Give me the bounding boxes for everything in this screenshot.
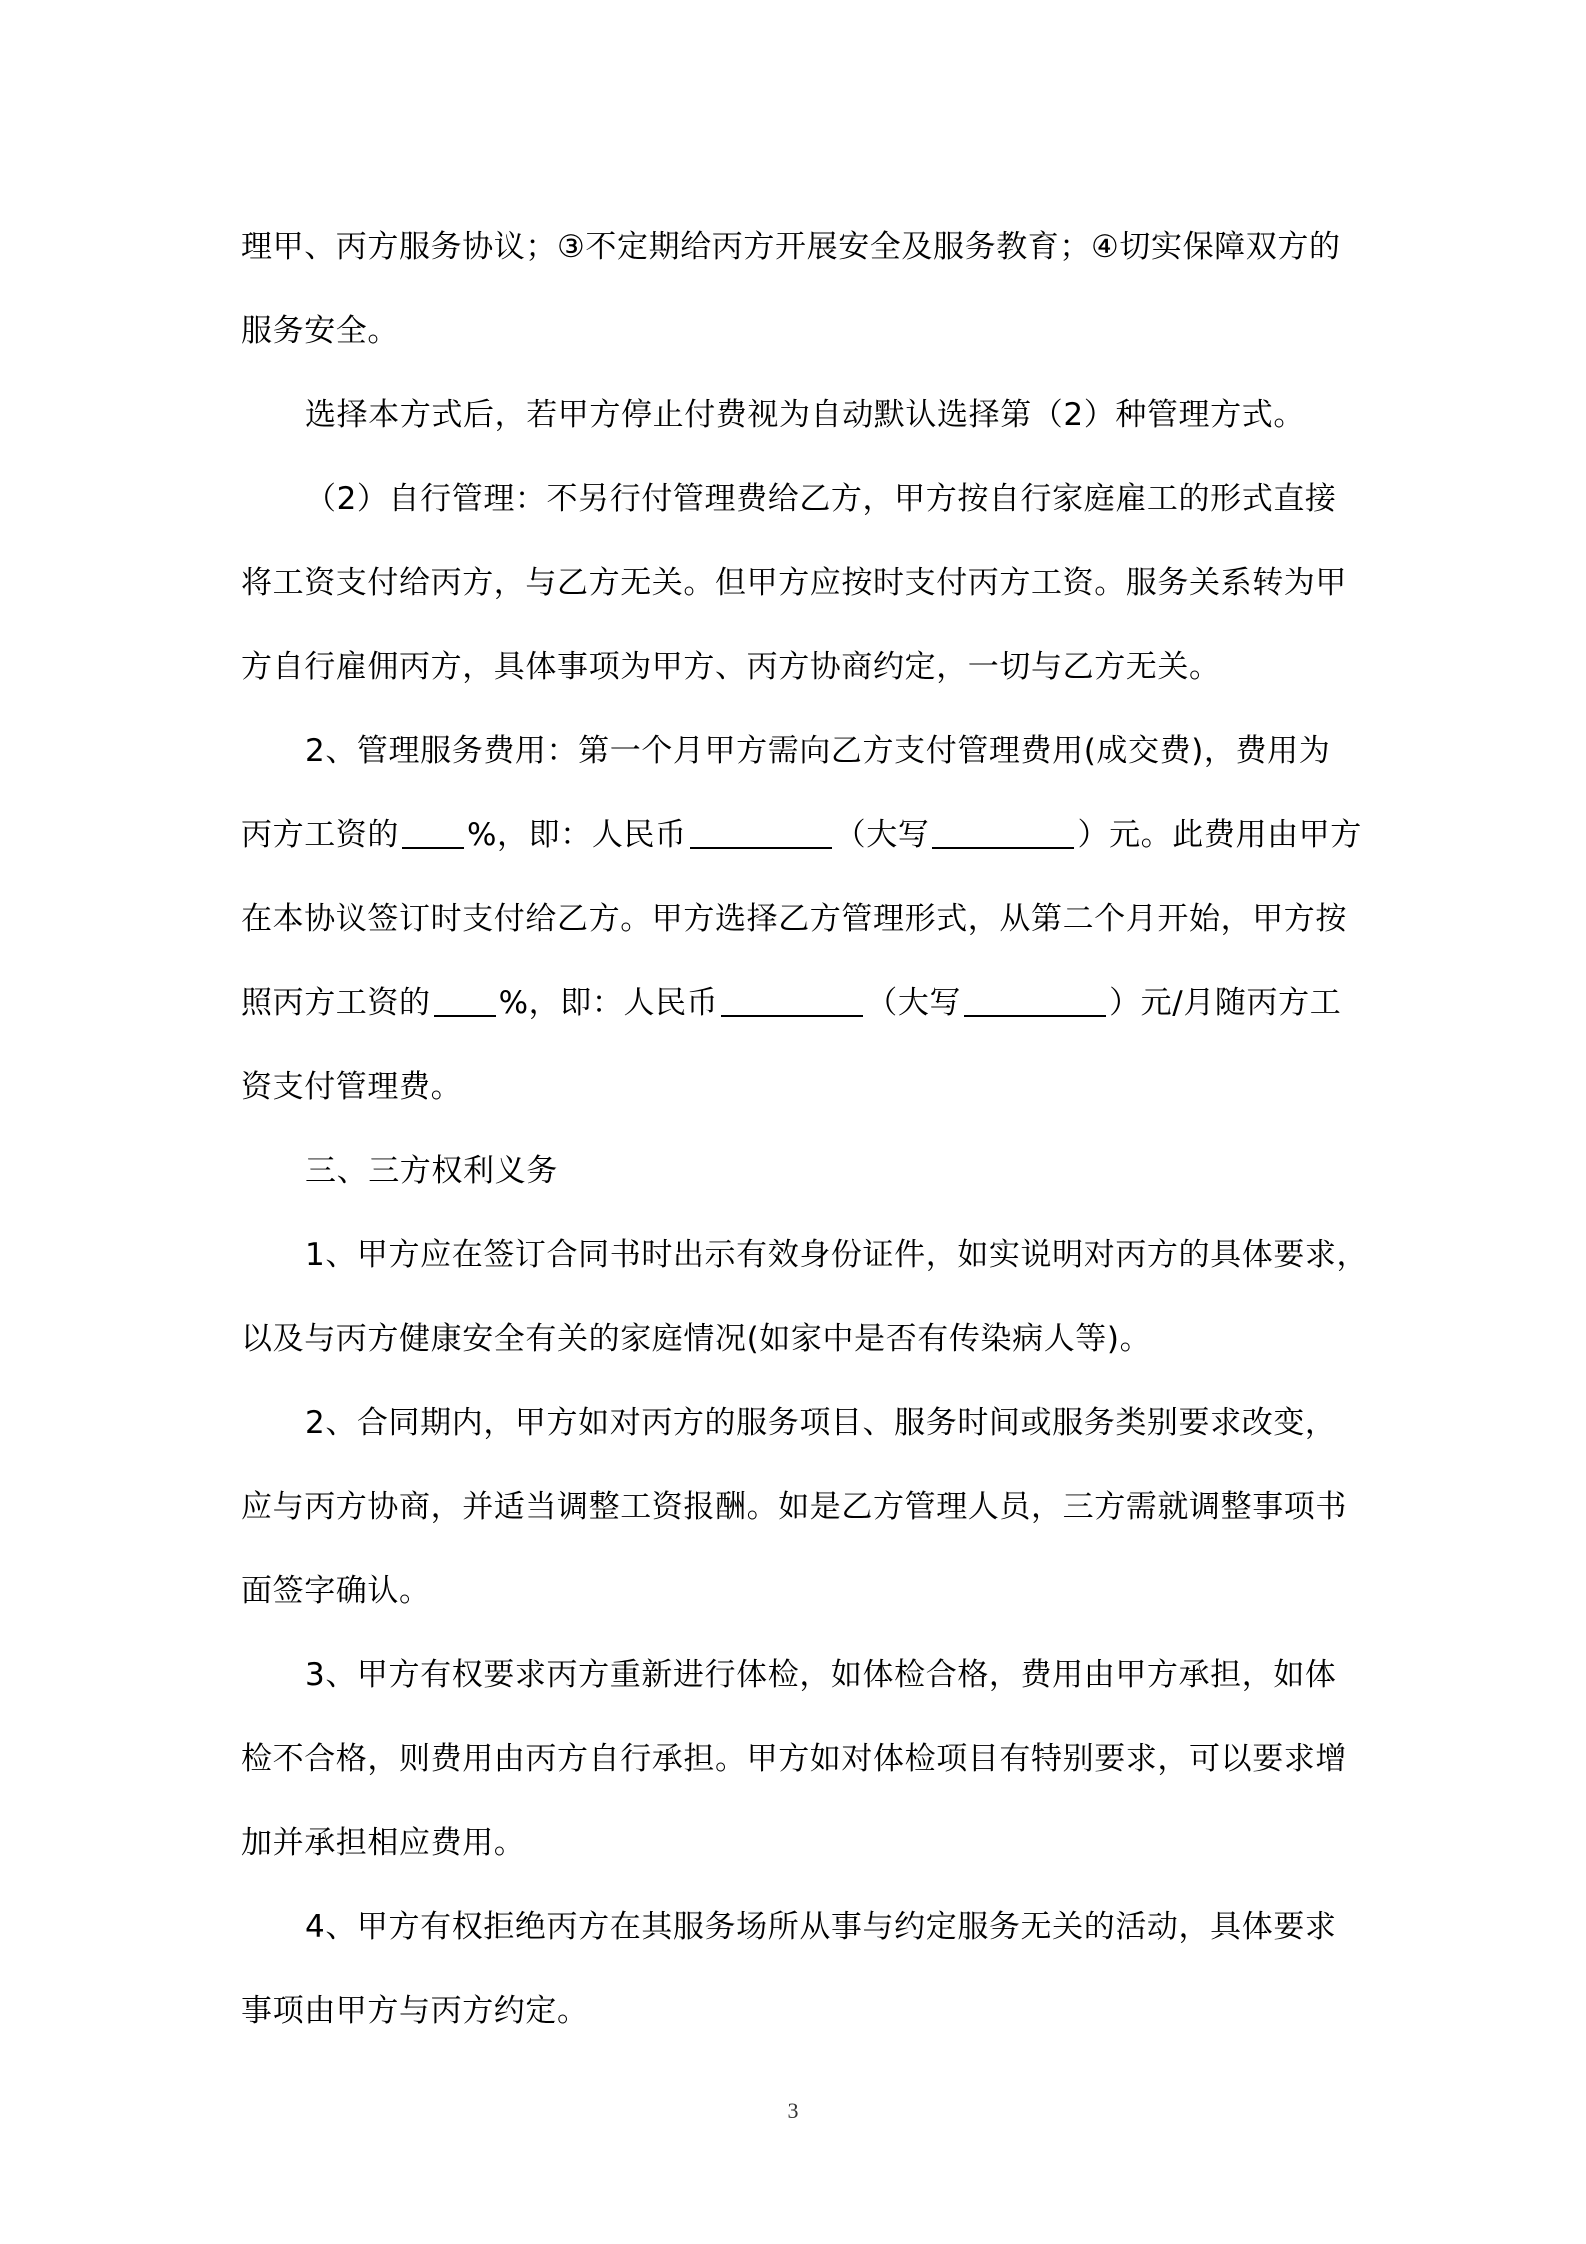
text-line: 选择本方式后，若甲方停止付费视为自动默认选择第（2）种管理方式。: [305, 397, 1305, 433]
text-line: 在本协议签订时支付给乙方。甲方选择乙方管理形式，从第二个月开始，甲方按: [241, 901, 1347, 937]
amount-blank-field[interactable]: [690, 817, 832, 849]
text-line: 资支付管理费。: [241, 1069, 463, 1105]
paragraph-management-duties: [241, 205, 1361, 373]
amount-in-words-blank-field[interactable]: [932, 817, 1074, 849]
text-line: 理甲、丙方服务协议；③不定期给丙方开展安全及服务教育；④切实保障双方的: [241, 229, 1341, 265]
text-line: 1、甲方应在签订合同书时出示有效身份证件，如实说明对丙方的具体要求，: [305, 1237, 1369, 1273]
text-segment: （大写: [866, 985, 962, 1021]
paragraph-service-fee: [241, 709, 1361, 1129]
text-line: 事项由甲方与丙方约定。: [241, 1993, 589, 2029]
text-line: 将工资支付给丙方，与乙方无关。但甲方应按时支付丙方工资。服务关系转为甲: [241, 565, 1347, 601]
paragraph-right-2: [241, 1381, 1361, 1633]
text-line: 应与丙方协商，并适当调整工资报酬。如是乙方管理人员，三方需就调整事项书: [241, 1489, 1347, 1525]
text-line: 3、甲方有权要求丙方重新进行体检，如体检合格，费用由甲方承担，如体: [305, 1657, 1337, 1693]
text-line: 4、甲方有权拒绝丙方在其服务场所从事与约定服务无关的活动，具体要求: [305, 1909, 1337, 1945]
page-number: 3: [787, 2098, 799, 2123]
text-segment: ）元。此费用由甲方: [1077, 817, 1362, 853]
text-line: 加并承担相应费用。: [241, 1825, 526, 1861]
paragraph-right-3: [241, 1633, 1361, 1885]
heading-text: 三、三方权利义务: [305, 1153, 558, 1189]
text-segment: 丙方工资的: [241, 817, 399, 853]
paragraph-default-option: [241, 373, 1361, 457]
text-line: 2、管理服务费用：第一个月甲方需向乙方支付管理费用(成交费)，费用为: [305, 733, 1331, 769]
text-line: 服务安全。: [241, 313, 399, 349]
text-line: 以及与丙方健康安全有关的家庭情况(如家中是否有传染病人等)。: [241, 1321, 1152, 1357]
text-segment: 照丙方工资的: [241, 985, 431, 1021]
text-line: 检不合格，则费用由丙方自行承担。甲方如对体检项目有特别要求，可以要求增: [241, 1741, 1347, 1777]
text-line: 面签字确认。: [241, 1573, 431, 1609]
text-segment: %，即：人民币: [467, 817, 687, 853]
paragraph-right-1: [241, 1213, 1369, 1381]
section-heading: [241, 1129, 1361, 1213]
paragraph-self-management: [241, 457, 1361, 709]
text-segment: ）元/月随丙方工: [1109, 985, 1342, 1021]
percent-blank-field[interactable]: [402, 817, 464, 849]
monthly-percent-blank-field[interactable]: [434, 985, 496, 1017]
text-line: 方自行雇佣丙方，具体事项为甲方、丙方协商约定，一切与乙方无关。: [241, 649, 1221, 685]
text-segment: （大写: [834, 817, 930, 853]
text-segment: %，即：人民币: [498, 985, 719, 1021]
monthly-amount-blank-field[interactable]: [721, 985, 863, 1017]
text-line: 2、合同期内，甲方如对丙方的服务项目、服务时间或服务类别要求改变，: [305, 1405, 1337, 1441]
text-line: （2）自行管理：不另行付管理费给乙方，甲方按自行家庭雇工的形式直接: [305, 481, 1337, 517]
monthly-amount-in-words-blank-field[interactable]: [964, 985, 1106, 1017]
paragraph-right-4: [241, 1885, 1361, 2053]
document-body: [241, 205, 1369, 2053]
